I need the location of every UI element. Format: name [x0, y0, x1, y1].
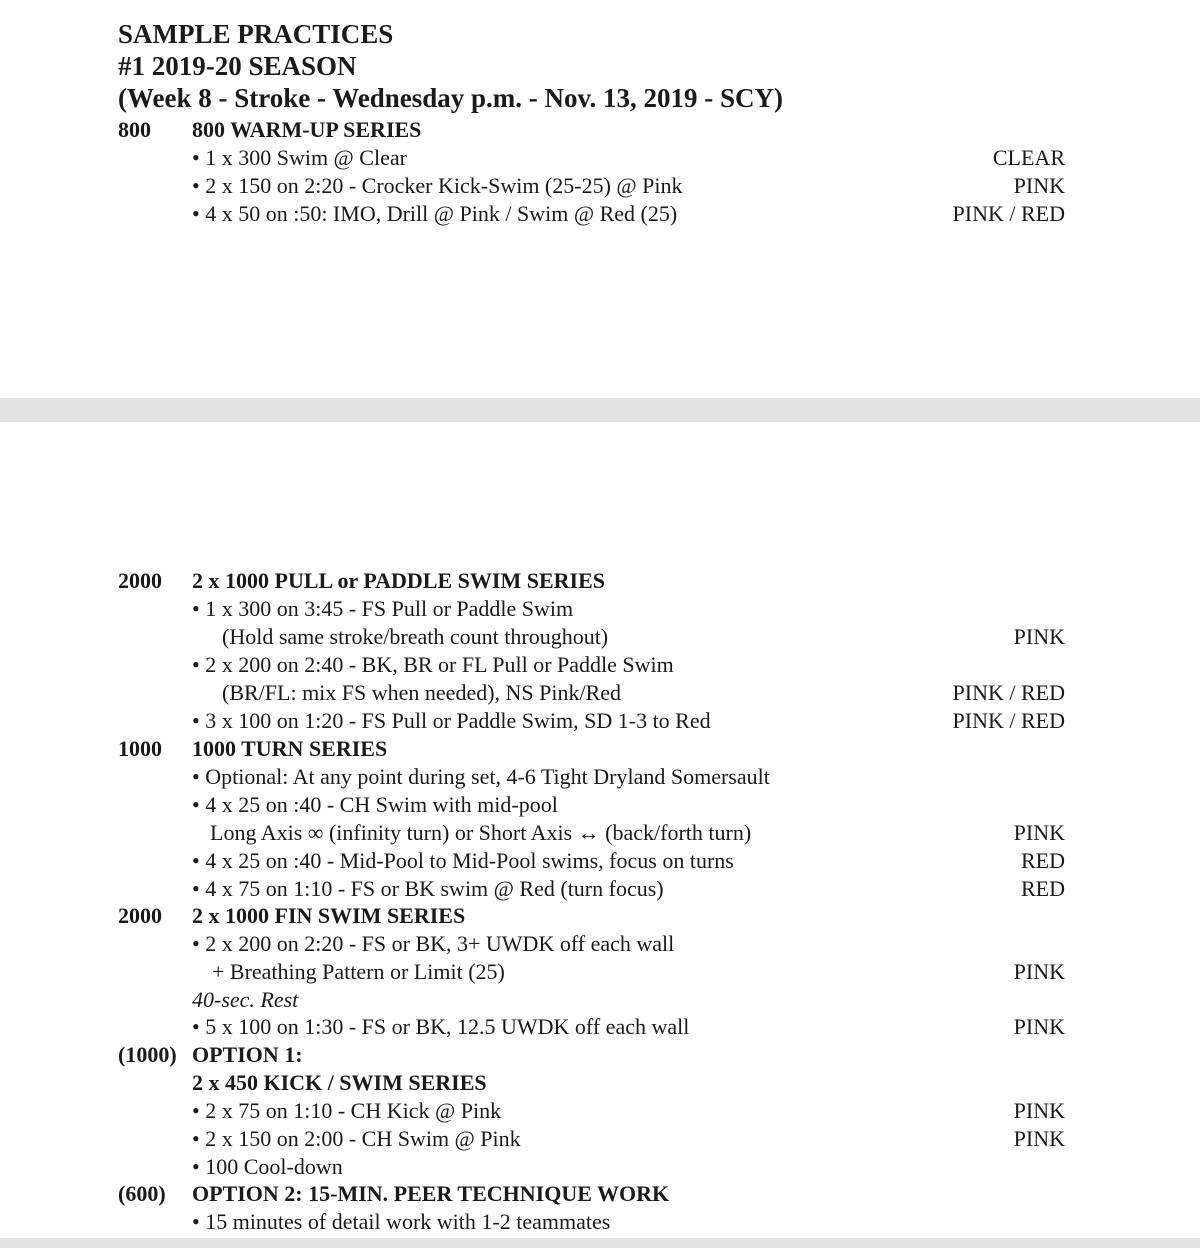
season-label: #1 2019-20 SEASON [118, 51, 357, 81]
warmup-item [0, 200, 1200, 228]
pull-item [0, 679, 1200, 707]
fin-item [0, 1013, 1200, 1041]
pull-item-text: • 1 x 300 on 3:45 - FS Pull or Paddle Swim [192, 596, 574, 621]
warmup-item [0, 144, 1200, 172]
page-divider [0, 398, 1200, 422]
option1-item [0, 1125, 1200, 1153]
fin-item-text: • 5 x 100 on 1:30 - FS or BK, 12.5 UWDK off each wall [192, 1014, 690, 1039]
turn-item-text: • 4 x 75 on 1:10 - FS or BK swim @ Red (turn focus) [192, 876, 664, 901]
pace-color-label: PINK [1013, 1126, 1065, 1151]
pull-item [0, 651, 1200, 679]
pull-title: 2 x 1000 PULL or PADDLE SWIM SERIES [192, 568, 605, 593]
warmup-item-text: • 4 x 50 on :50: IMO, Drill @ Pink / Swim @ Red (25) [192, 201, 678, 226]
option1-title: OPTION 1: [192, 1042, 303, 1067]
fin-item-text: + Breathing Pattern or Limit (25) [212, 959, 505, 984]
option1-subheading [0, 1069, 1200, 1097]
warmup-item-text: • 2 x 150 on 2:20 - Crocker Kick-Swim (25-25) @ Pink [192, 173, 683, 198]
pull-yardage: 2000 [118, 568, 162, 593]
pace-color-label: PINK [1013, 1014, 1065, 1039]
option2-title: OPTION 2: 15-MIN. PEER TECHNIQUE WORK [192, 1181, 670, 1206]
option1-item-text: • 2 x 150 on 2:00 - CH Swim @ Pink [192, 1126, 521, 1151]
pace-color-label: CLEAR [992, 145, 1065, 170]
warmup-item [0, 172, 1200, 200]
pace-color-label: PINK [1013, 1098, 1065, 1123]
turn-yardage: 1000 [118, 736, 162, 761]
warmup-title: 800 WARM-UP SERIES [192, 117, 422, 142]
fin-item [0, 930, 1200, 958]
pace-color-label: RED [1021, 848, 1065, 873]
pace-color-label: PINK / RED [952, 680, 1065, 705]
turn-item [0, 763, 1200, 791]
pull-item [0, 623, 1200, 651]
pull-item-text: • 3 x 100 on 1:20 - FS Pull or Paddle Swim, SD 1-3 to Red [192, 708, 711, 733]
pace-color-label: PINK / RED [952, 708, 1065, 733]
pace-color-label: RED [1021, 876, 1065, 901]
document-page-1 [0, 0, 1200, 398]
option1-heading [0, 1041, 1200, 1069]
option1-subtitle: 2 x 450 KICK / SWIM SERIES [192, 1070, 487, 1095]
warmup-yardage: 800 [118, 117, 151, 142]
option2-item-text: • 15 minutes of detail work with 1-2 teammates [192, 1209, 611, 1234]
turn-item [0, 819, 1200, 847]
warmup-item-text: • 1 x 300 Swim @ Clear [192, 145, 407, 170]
fin-heading [0, 902, 1200, 930]
rest-note: 40-sec. Rest [192, 987, 299, 1012]
option1-item-text: • 100 Cool-down [192, 1154, 343, 1179]
option1-yardage: (1000) [118, 1042, 177, 1067]
pull-item-text: (BR/FL: mix FS when needed), NS Pink/Red [222, 680, 622, 705]
practice-subtitle: (Week 8 - Stroke - Wednesday p.m. - Nov. 13, 2019 - SCY) [118, 83, 784, 113]
option1-item [0, 1153, 1200, 1181]
option1-item-text: • 2 x 75 on 1:10 - CH Kick @ Pink [192, 1098, 502, 1123]
turn-item-text: • Optional: At any point during set, 4-6 Tight Dryland Somersault [192, 764, 770, 789]
pull-heading [0, 567, 1200, 595]
pace-color-label: PINK [1013, 820, 1065, 845]
pull-item-text: (Hold same stroke/breath count throughout) [222, 624, 609, 649]
option1-item [0, 1097, 1200, 1125]
turn-item [0, 847, 1200, 875]
practice-header [118, 18, 783, 114]
turn-item [0, 875, 1200, 903]
fin-yardage: 2000 [118, 903, 162, 928]
fin-item-text: • 2 x 200 on 2:20 - FS or BK, 3+ UWDK off each wall [192, 931, 675, 956]
turn-item [0, 791, 1200, 819]
pull-item [0, 707, 1200, 735]
pace-color-label: PINK / RED [952, 201, 1065, 226]
pace-color-label: PINK [1013, 624, 1065, 649]
fin-rest [0, 986, 1200, 1014]
fin-title: 2 x 1000 FIN SWIM SERIES [192, 903, 466, 928]
turn-item-text: Long Axis ∞ (infinity turn) or Short Axis ↔ (back/forth turn) [210, 820, 752, 845]
turn-title: 1000 TURN SERIES [192, 736, 388, 761]
option2-heading [0, 1180, 1200, 1208]
pace-color-label: PINK [1013, 173, 1065, 198]
turn-item-text: • 4 x 25 on :40 - Mid-Pool to Mid-Pool swims, focus on turns [192, 848, 734, 873]
page-bottom-divider [0, 1238, 1200, 1248]
option2-item [0, 1208, 1200, 1236]
document-title: SAMPLE PRACTICES [118, 19, 394, 49]
option2-yardage: (600) [118, 1181, 166, 1206]
pull-item [0, 595, 1200, 623]
turn-heading [0, 735, 1200, 763]
pull-item-text: • 2 x 200 on 2:40 - BK, BR or FL Pull or Paddle Swim [192, 652, 674, 677]
turn-item-text: • 4 x 25 on :40 - CH Swim with mid-pool [192, 792, 558, 817]
warmup-heading [0, 116, 1200, 144]
pace-color-label: PINK [1013, 959, 1065, 984]
fin-item [0, 958, 1200, 986]
